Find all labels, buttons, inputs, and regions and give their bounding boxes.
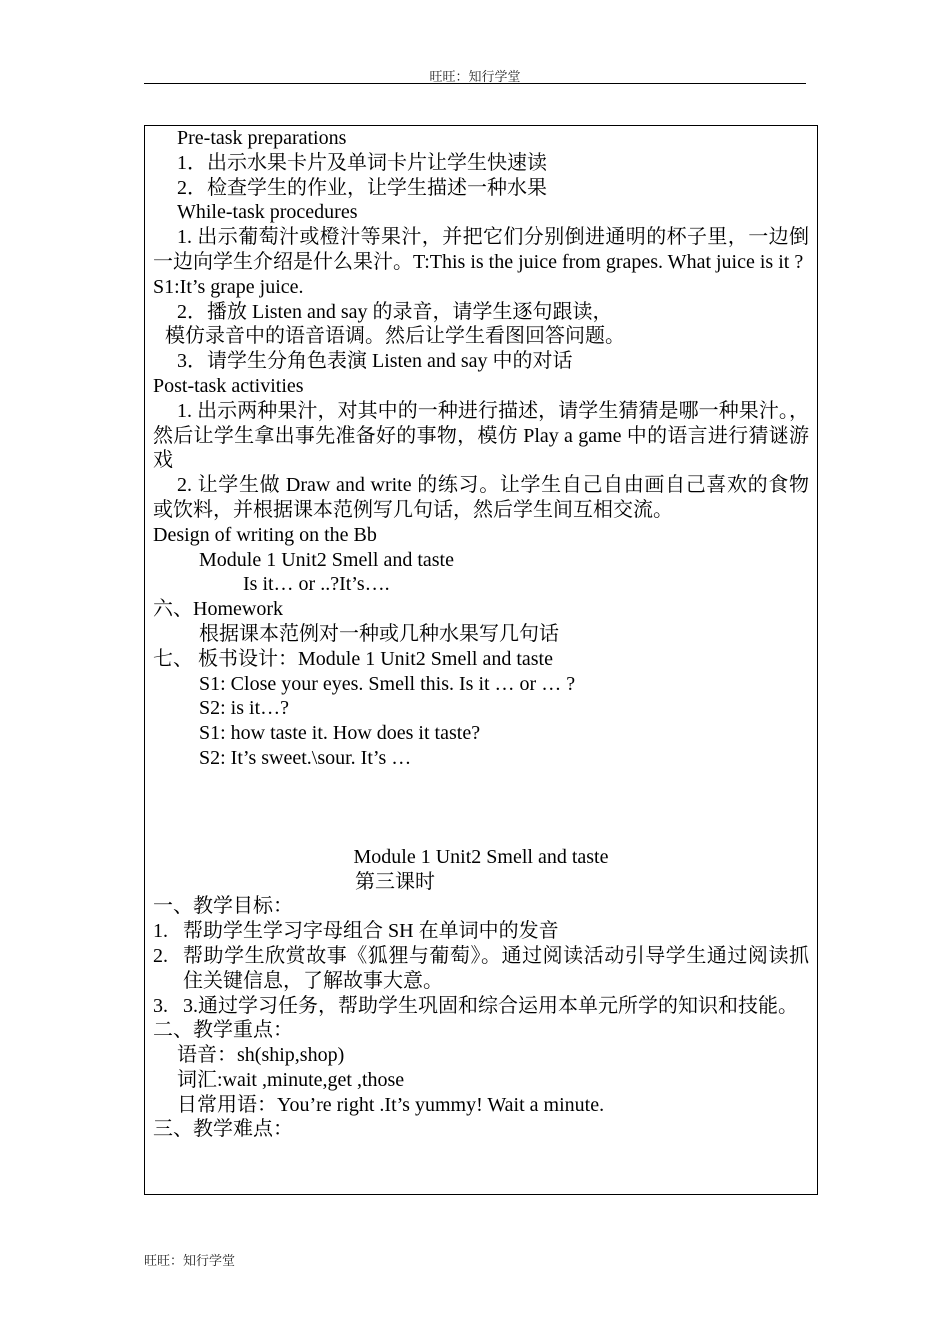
while-task-step-2-cont: 模仿录音中的语音语调。然后让学生看图回答问题。 (165, 325, 625, 348)
lesson-plan-box (144, 125, 818, 1195)
goal-number: 1. (153, 920, 168, 943)
board-line-2: S2: is it…? (199, 697, 290, 720)
post-task-step-1: 1. 出示两种果汁，对其中的一种进行描述，请学生猜猜是哪一种果汁。，然后让学生拿出事先准备好的事物，模仿 Play a game 中的语言进行猜谜游戏 (153, 399, 809, 472)
goal-number: 3. (153, 994, 168, 1017)
page-header: 旺旺：知行学堂 (429, 69, 521, 84)
homework-line: 根据课本范例对一种或几种水果写几句话 (199, 622, 559, 645)
lesson-plan-content (153, 126, 809, 1142)
page-footer: 旺旺：知行学堂 (144, 1253, 236, 1268)
goal-number: 2. (153, 944, 168, 967)
goal-text: 帮助学生欣赏故事《狐狸与葡萄》。通过阅读活动引导学生通过阅读抓住关键信息，了解故事大意。 (183, 944, 809, 992)
difficult-points-heading: 三、教学难点： (153, 1118, 293, 1141)
lesson-subtitle: 第三课时 (355, 870, 435, 893)
homework-heading: 六、Homework (153, 598, 283, 621)
board-line-1: S1: Close your eyes. Smell this. Is it … or … ? (199, 672, 576, 695)
while-task-step-1-answer: S1:It’s grape juice. (153, 275, 304, 298)
board-line-4: S2: It’s sweet.\sour. It’s … (199, 746, 412, 769)
while-task-step-3: 3．请学生分角色表演 Listen and say 中的对话 (177, 350, 573, 373)
goal-text: 3.通过学习任务，帮助学生巩固和综合运用本单元所学的知识和技能。 (183, 994, 798, 1017)
post-task-heading: Post-task activities (153, 374, 304, 397)
post-task-step-2: 2. 让学生做 Draw and write 的练习。让学生自己自由画自己喜欢的食物或饮料，并根据课本范例写几句话，然后学生间互相交流。 (153, 474, 809, 521)
design-heading: Design of writing on the Bb (153, 523, 377, 546)
while-task-heading: While-task procedures (177, 201, 358, 224)
pre-task-heading: Pre-task preparations (177, 127, 347, 149)
header-rule (144, 83, 806, 84)
pre-task-step-2: 2．检查学生的作业，让学生描述一种水果 (177, 176, 547, 199)
goals-heading: 一、教学目标： (153, 895, 293, 918)
key-point-expressions: 日常用语：You’re right .It’s yummy! Wait a minute. (177, 1093, 605, 1116)
board-line-3: S1: how taste it. How does it taste? (199, 722, 481, 745)
key-point-pronunciation: 语音：sh(ship,shop) (177, 1044, 345, 1067)
key-points-heading: 二、教学重点： (153, 1019, 293, 1042)
spacer (153, 771, 809, 845)
pre-task-step-1: 1．出示水果卡片及单词卡片让学生快速读 (177, 151, 547, 174)
board-design-heading: 七、 板书设计：Module 1 Unit2 Smell and taste (153, 647, 553, 670)
design-line-1: Module 1 Unit2 Smell and taste (199, 548, 454, 571)
goal-item (153, 994, 809, 1019)
goal-text: 帮助学生学习字母组合 SH 在单词中的发音 (183, 920, 559, 943)
while-task-step-2: 2．播放 Listen and say 的录音，请学生逐句跟读， (177, 300, 613, 323)
goal-item (153, 919, 809, 944)
key-point-vocabulary: 词汇:wait ,minute,get ,those (177, 1068, 405, 1091)
lesson-title: Module 1 Unit2 Smell and taste (353, 845, 609, 868)
design-line-2: Is it… or ..?It’s…. (243, 573, 390, 596)
while-task-step-1: 1. 出示葡萄汁或橙汁等果汁，并把它们分别倒进通明的杯子里，一边倒一边向学生介绍是什么果汁。T:This is the juice from grapes. What juice is it ? (153, 226, 809, 273)
goal-item (153, 944, 809, 994)
